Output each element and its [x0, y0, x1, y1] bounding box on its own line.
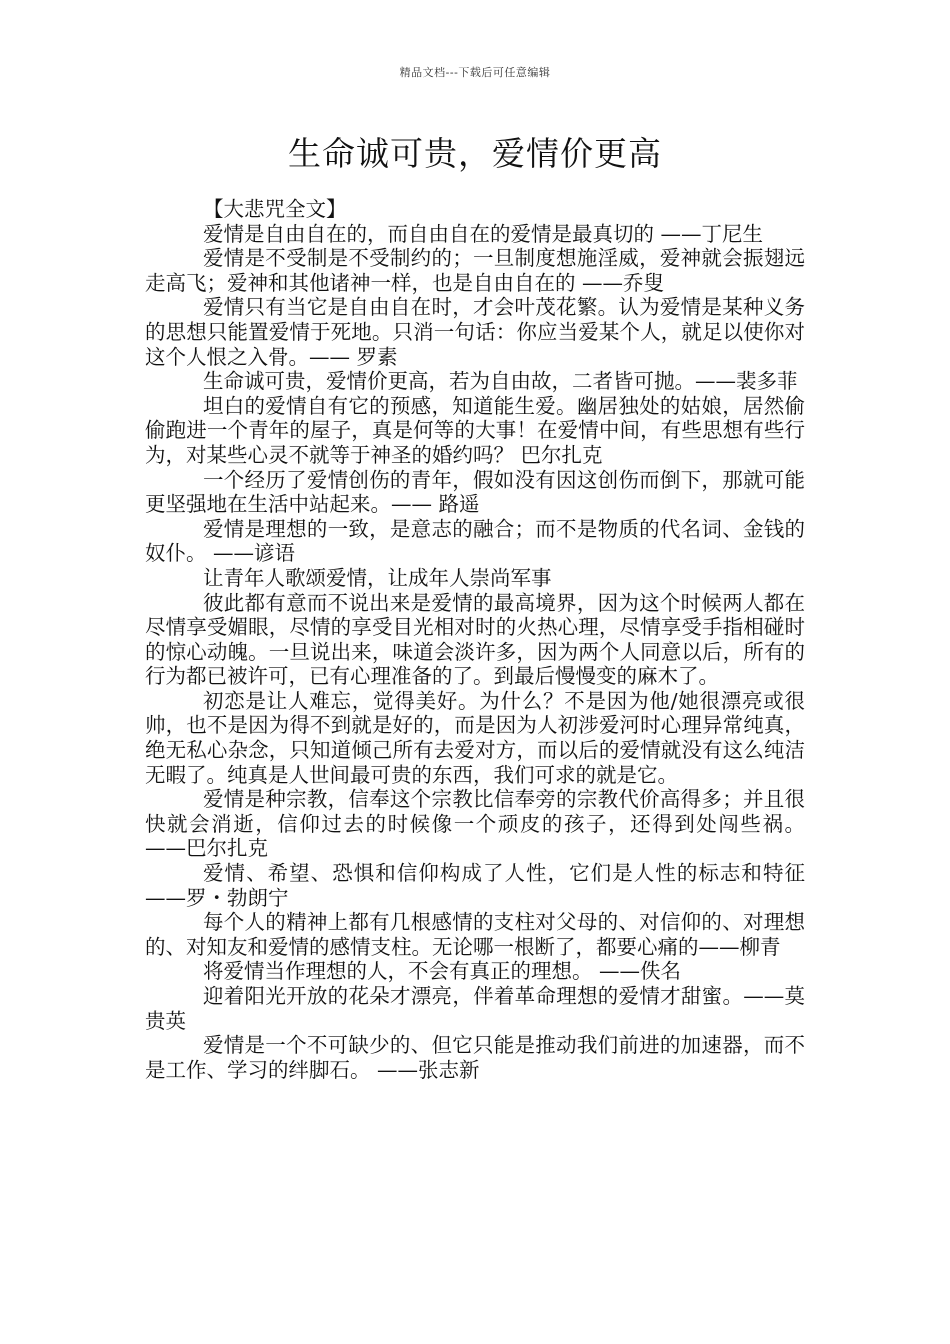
paragraph-heading-dabeizhou: 【大悲咒全文】: [203, 197, 347, 221]
quote-paragraph: 让青年人歌颂爱情，让成年人崇尚军事: [203, 565, 552, 590]
document-body: [145, 197, 805, 1082]
page-header-note: 精品文档---下载后可任意编辑: [399, 66, 551, 79]
quote-paragraph: 爱情是不受制是不受制约的；一旦制度想施淫威，爱神就会振翅远走高飞；爱神和其他诸神一样，也是自由自在的 ——乔叟: [145, 246, 805, 295]
quote-paragraph: 彼此都有意而不说出来是爱情的最高境界，因为这个时候两人都在尽情享受媚眼，尽情的享受目光相对时的火热心理，尽情享受手指相碰时的惊心动魄。一旦说出来，味道会淡许多，因为两个人同意以后，所有的行为都已被许可，已有心理准备的了。到最后慢慢变的麻木了。: [145, 590, 805, 689]
quote-paragraph: 迎着阳光开放的花朵才漂亮，伴着革命理想的爱情才甜蜜。——莫贵英: [145, 984, 805, 1033]
quote-paragraph: 生命诚可贵，爱情价更高，若为自由故，二者皆可抛。——裴多菲: [203, 369, 798, 394]
quote-paragraph: 初恋是让人难忘，觉得美好。为什么？不是因为他/她很漂亮或很帅，也不是因为得不到就是好的，而是因为人初涉爱河时心理异常纯真，绝无私心杂念，只知道倾己所有去爱对方，而以后的爱情就没有这么纯洁无暇了。纯真是人世间最可贵的东西，我们可求的就是它。: [145, 688, 805, 787]
quote-paragraph: 一个经历了爱情创伤的青年，假如没有因这创伤而倒下，那就可能更坚强地在生活中站起来。—— 路遥: [145, 467, 805, 517]
quote-paragraph: 爱情、希望、恐惧和信仰构成了人性，它们是人性的标志和特征 ——罗・勃朗宁: [145, 861, 805, 910]
quote-paragraph: 爱情是理想的一致，是意志的融合；而不是物质的代名词、金钱的奴仆。 ——谚语: [145, 516, 805, 566]
quote-paragraph: 坦白的爱情自有它的预感，知道能生爱。幽居独处的姑娘，居然偷偷跑进一个青年的屋子，真是何等的大事！在爱情中间，有些思想有些行为，对某些心灵不就等于神圣的婚约吗？ 巴尔扎克: [145, 393, 805, 467]
quote-paragraph: 将爱情当作理想的人，不会有真正的理想。 ——佚名: [203, 959, 682, 984]
quote-paragraph: 爱情是种宗教，信奉这个宗教比信奉旁的宗教代价高得多；并且很快就会消逝，信仰过去的时候像一个顽皮的孩子，还得到处闯些祸。 ——巴尔扎克: [145, 787, 805, 861]
quote-paragraph: 每个人的精神上都有几根感情的支柱对父母的、对信仰的、对理想的、对知友和爱情的感情支柱。无论哪一根断了，都要心痛的——柳青: [145, 910, 805, 959]
quote-paragraph: 爱情是自由自在的，而自由自在的爱情是最真切的 ——丁尼生: [203, 221, 764, 246]
quote-paragraph: 爱情是一个不可缺少的、但它只能是推动我们前进的加速器，而不是工作、学习的绊脚石。 ——张志新: [145, 1033, 805, 1082]
document-title: 生命诚可贵，爱情价更高: [288, 134, 662, 173]
quote-paragraph: 爱情只有当它是自由自在时，才会叶茂花繁。认为爱情是某种义务的思想只能置爱情于死地。只消一句话：你应当爱某个人，就足以使你对这个人恨之入骨。—— 罗素: [145, 295, 805, 369]
